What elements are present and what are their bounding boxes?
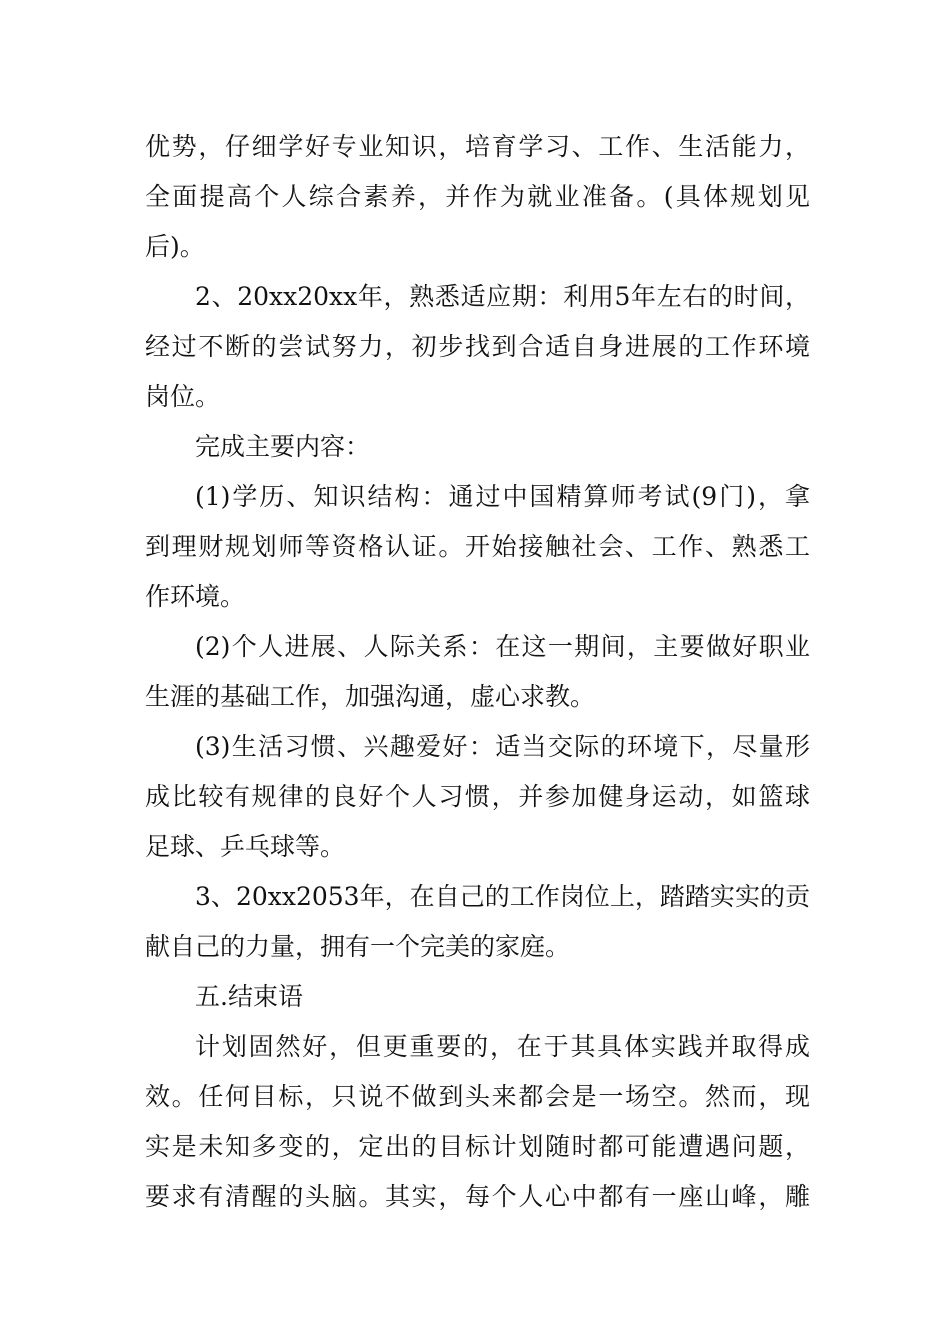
text-line: (2)个人进展、人际关系：在这一期间，主要做好职业	[195, 632, 810, 661]
section-heading: 完成主要内容：	[195, 432, 371, 461]
text-line: 优势，仔细学好专业知识，培育学习、工作、生活能力，	[145, 132, 810, 161]
text-line: 计划固然好，但更重要的，在于其具体实践并取得成	[195, 1032, 810, 1061]
text-line: 2、20xx20xx年，熟悉适应期：利用5年左右的时间，	[195, 282, 810, 311]
text-line: 后)。	[145, 232, 205, 261]
text-line: 足球、乒乓球等。	[145, 832, 346, 861]
text-line: 生涯的基础工作，加强沟通，虚心求教。	[145, 682, 596, 711]
document-body	[145, 122, 810, 1222]
text-line: 要求有清醒的头脑。其实，每个人心中都有一座山峰，雕	[145, 1182, 810, 1211]
text-line: 3、20xx2053年，在自己的工作岗位上，踏踏实实的贡	[195, 882, 810, 911]
text-line: (3)生活习惯、兴趣爱好：适当交际的环境下，尽量形	[195, 732, 810, 761]
text-line: 全面提高个人综合素养，并作为就业准备。(具体规划见	[145, 182, 810, 211]
text-line: 经过不断的尝试努力，初步找到合适自身进展的工作环境	[145, 332, 810, 361]
text-line: 献自己的力量，拥有一个完美的家庭。	[145, 932, 571, 961]
text-line: 岗位。	[145, 382, 221, 411]
text-line: 作环境。	[145, 582, 246, 611]
text-line: 到理财规划师等资格认证。开始接触社会、工作、熟悉工	[145, 532, 810, 561]
section-heading: 五.结束语	[195, 982, 303, 1011]
text-line: (1)学历、知识结构：通过中国精算师考试(9门)，拿	[195, 482, 810, 511]
text-line: 实是未知多变的，定出的目标计划随时都可能遭遇问题，	[145, 1132, 810, 1161]
text-line: 效。任何目标，只说不做到头来都会是一场空。然而，现	[145, 1082, 810, 1111]
text-line: 成比较有规律的良好个人习惯，并参加健身运动，如篮球	[145, 782, 810, 811]
